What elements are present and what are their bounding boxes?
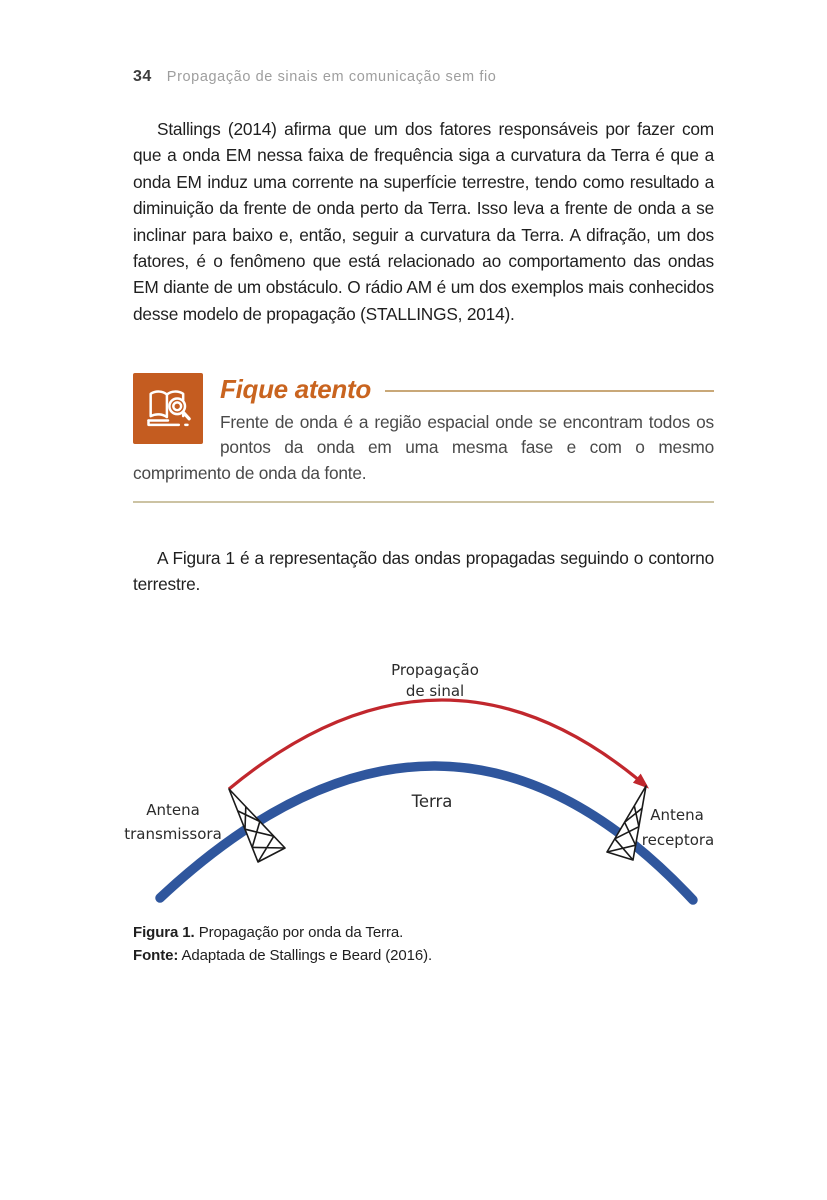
figure-1-illustration bbox=[124, 645, 715, 935]
label-terra: Terra bbox=[411, 792, 453, 811]
running-header bbox=[133, 68, 713, 86]
figure-source-label: Fonte: bbox=[133, 946, 179, 964]
figure-caption bbox=[133, 922, 714, 967]
label-propagation-line1: Propagação bbox=[391, 661, 479, 679]
label-antenna-rx-line1: Antena bbox=[650, 806, 704, 824]
callout-title-row bbox=[220, 371, 714, 407]
book-magnifier-icon bbox=[133, 373, 203, 444]
callout-text: Frente de onda é a região espacial onde se encontram todos os pontos da onda em uma mesma fase e com o mesmo comprimento de onda da fonte. bbox=[133, 412, 714, 483]
page-number: 34 bbox=[133, 68, 152, 85]
callout-title-rule bbox=[385, 390, 714, 392]
callout-bottom-rule bbox=[133, 501, 714, 503]
tx-antenna-icon bbox=[229, 789, 285, 862]
callout-title: Fique atento bbox=[220, 373, 371, 404]
earth-arc bbox=[160, 766, 693, 900]
callout-fique-atento bbox=[133, 373, 714, 503]
label-antenna-rx-line2: receptora bbox=[641, 831, 715, 849]
figure-source-line bbox=[133, 945, 714, 968]
figure-caption-text: Propagação por onda da Terra. bbox=[194, 924, 404, 941]
figure-caption-line bbox=[133, 922, 714, 945]
running-title: Propagação de sinais em comunicação sem fio bbox=[166, 69, 497, 85]
figure-caption-label: Figura 1. bbox=[133, 924, 195, 941]
label-propagation-line2: de sinal bbox=[405, 682, 465, 700]
body-paragraph-2: A Figura 1 é a representação das ondas propagadas seguindo o contorno terrestre. bbox=[133, 548, 714, 595]
body-paragraph-1: Stallings (2014) afirma que um dos fatores responsáveis por fazer com que a onda EM nessa faixa de frequência siga a curvatura da Terra é que a onda EM induz uma corrente na superfície terrestre, tendo como resultado a diminuição da frente de onda perto da Terra. Isso leva a frente de onda a se inclinar para baixo e, então, seguir a curvatura da Terra. A difração, um dos fatores, é o fenômeno que está relacionado ao comportamento das ondas EM diante de um obstáculo. O rádio AM é um dos exemplos mais conhecidos desse modelo de propagação (STALLINGS, 2014). bbox=[133, 119, 714, 324]
signal-propagation-arc bbox=[229, 700, 646, 789]
label-antenna-tx-line1: Antena bbox=[146, 801, 200, 819]
figure-source-text: Adaptada de Stallings e Beard (2016). bbox=[178, 946, 433, 964]
label-antenna-tx-line2: transmissora bbox=[124, 825, 222, 843]
